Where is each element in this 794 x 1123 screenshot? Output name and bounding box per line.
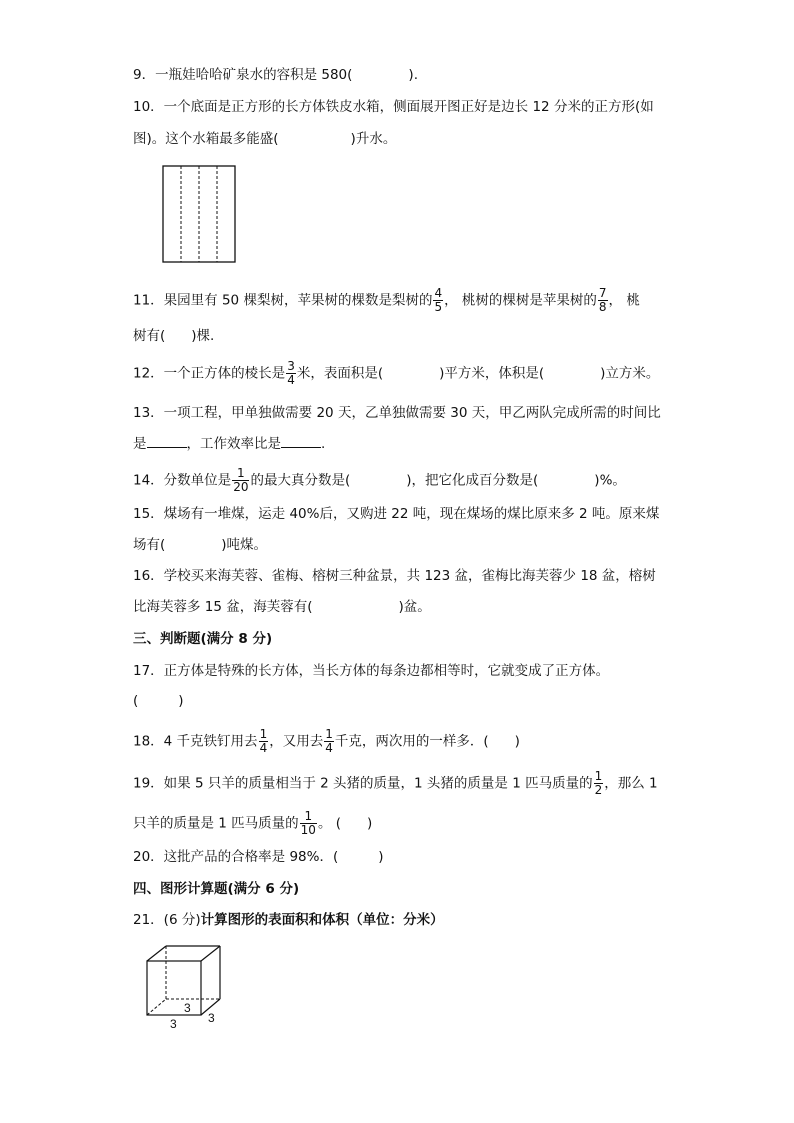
- q10-text: 图)。这个水箱最多能盛(: [133, 131, 279, 147]
- question-14: [133, 467, 626, 494]
- fraction-4-5: $\frac{4}{5}$: [434, 286, 443, 314]
- fraction-1-2: $\frac{1}{2}$: [594, 769, 603, 797]
- question-9: [133, 66, 418, 84]
- side-unfold-square-figure: [162, 165, 236, 263]
- q12-text-3: )平方米，体积是(: [439, 365, 545, 382]
- fraction-3-4: $\frac{3}{4}$: [287, 359, 295, 387]
- question-19-line2: [133, 810, 372, 837]
- question-10-line1: 10．一个底面是正方形的长方体铁皮水箱，侧面展开图正好是边长 12 分米的正方形(如: [133, 99, 654, 115]
- q13-text-2: ，工作效率比是: [186, 436, 281, 452]
- q14-text-3: )，把它化成百分数是(: [406, 472, 539, 489]
- fraction-1-4-a: $\frac{1}{4}$: [259, 727, 268, 755]
- question-10-line2: [133, 130, 396, 148]
- cube-label-inner: 3: [184, 1001, 191, 1015]
- question-20: [133, 848, 384, 866]
- q13-blank-2[interactable]: [281, 435, 321, 448]
- q15-text-2: )吨煤。: [221, 537, 268, 553]
- q13-blank-1[interactable]: [147, 435, 187, 448]
- cube-label-right: 3: [208, 1011, 215, 1025]
- q18-text-2: ，又用去: [269, 733, 324, 750]
- cube-label-bottom: 3: [170, 1017, 177, 1031]
- fraction-1-20: $\frac{1}{20}$: [233, 466, 249, 494]
- question-13-line1: 13．一项工程，甲单独做需要 20 天，乙单独做需要 30 天，甲乙两队完成所需的时间比: [133, 405, 661, 421]
- q20-text: 20．这批产品的合格率是 98%．(: [133, 849, 339, 865]
- q18-text: 18．4 千克铁钉用去: [133, 733, 258, 750]
- question-11-line2: [133, 327, 214, 345]
- fraction-1-10: $\frac{1}{10}$: [300, 809, 316, 837]
- q11-text-4: 树有(: [133, 328, 166, 344]
- q21-prefix: 21．(6 分): [133, 912, 201, 928]
- question-19-line1: [133, 770, 658, 797]
- q11-text-2: ， 桃树的棵树是苹果树的: [444, 292, 597, 309]
- section-4-heading: 四、图形计算题(满分 6 分): [133, 881, 300, 897]
- fraction-7-8: $\frac{7}{8}$: [598, 286, 607, 314]
- question-17-line2: [133, 692, 184, 710]
- q12-text: 12．一个正方体的棱长是: [133, 365, 286, 382]
- question-12: [133, 360, 659, 387]
- q16-text: 比海芙蓉多 15 盆，海芙蓉有(: [133, 599, 313, 615]
- q12-text-4: )立方米。: [600, 365, 660, 382]
- q17-paren-close: ): [178, 693, 184, 709]
- q21-title: 计算图形的表面积和体积（单位：分米）: [200, 912, 444, 928]
- question-13-line2: [133, 435, 325, 453]
- q11-text: 11．果园里有 50 棵梨树，苹果树的棵数是梨树的: [133, 292, 433, 309]
- q9-text-end: ).: [408, 67, 418, 83]
- q18-text-4: ): [514, 733, 520, 750]
- q19-text-3: 只羊的质量是 1 匹马质量的: [133, 815, 299, 832]
- q11-text-3: ， 桃: [608, 292, 640, 309]
- q18-text-3: 千克，两次用的一样多．(: [334, 733, 489, 750]
- question-16-line1: 16．学校买来海芙蓉、雀梅、榕树三种盆景，共 123 盆，雀梅比海芙蓉少 18 盆，榕树: [133, 568, 656, 584]
- question-21: [133, 911, 444, 929]
- q20-text-2: ): [378, 849, 384, 865]
- q12-text-2: 米，表面积是(: [296, 365, 384, 382]
- question-16-line2: [133, 598, 431, 616]
- question-15-line2: [133, 536, 267, 554]
- question-17-line1: 17．正方体是特殊的长方体，当长方体的每条边都相等时，它就变成了正方体。: [133, 663, 610, 679]
- q19-text-4: 。 (: [317, 815, 342, 832]
- q17-paren-open: (: [133, 693, 139, 709]
- q9-text: 9．一瓶娃哈哈矿泉水的容积是 580(: [133, 67, 353, 83]
- q15-text: 场有(: [133, 537, 166, 553]
- q19-text: 19．如果 5 只羊的质量相当于 2 头猪的质量，1 头猪的质量是 1 匹马质量的: [133, 775, 593, 792]
- q19-text-2: ，那么 1: [604, 775, 658, 792]
- q10-text-end: )升水。: [350, 131, 397, 147]
- section-3-heading: 三、判断题(满分 8 分): [133, 631, 273, 647]
- q13-text: 是: [133, 436, 147, 452]
- q11-text-5: )棵.: [191, 328, 215, 344]
- q19-text-5: ): [367, 815, 373, 832]
- q14-text: 14．分数单位是: [133, 472, 232, 489]
- fraction-1-4-b: $\frac{1}{4}$: [325, 727, 333, 755]
- q16-text-2: )盆。: [398, 599, 431, 615]
- question-15-line1: 15．煤场有一堆煤，运走 40%后，又购进 22 吨，现在煤场的煤比原来多 2 吨。原来煤: [133, 506, 660, 522]
- q14-text-2: 的最大真分数是(: [250, 472, 351, 489]
- cube-figure: [140, 940, 230, 1032]
- question-11-line1: [133, 287, 640, 314]
- q13-text-3: .: [321, 436, 326, 452]
- q14-text-4: )%。: [594, 472, 626, 489]
- question-18: [133, 728, 520, 755]
